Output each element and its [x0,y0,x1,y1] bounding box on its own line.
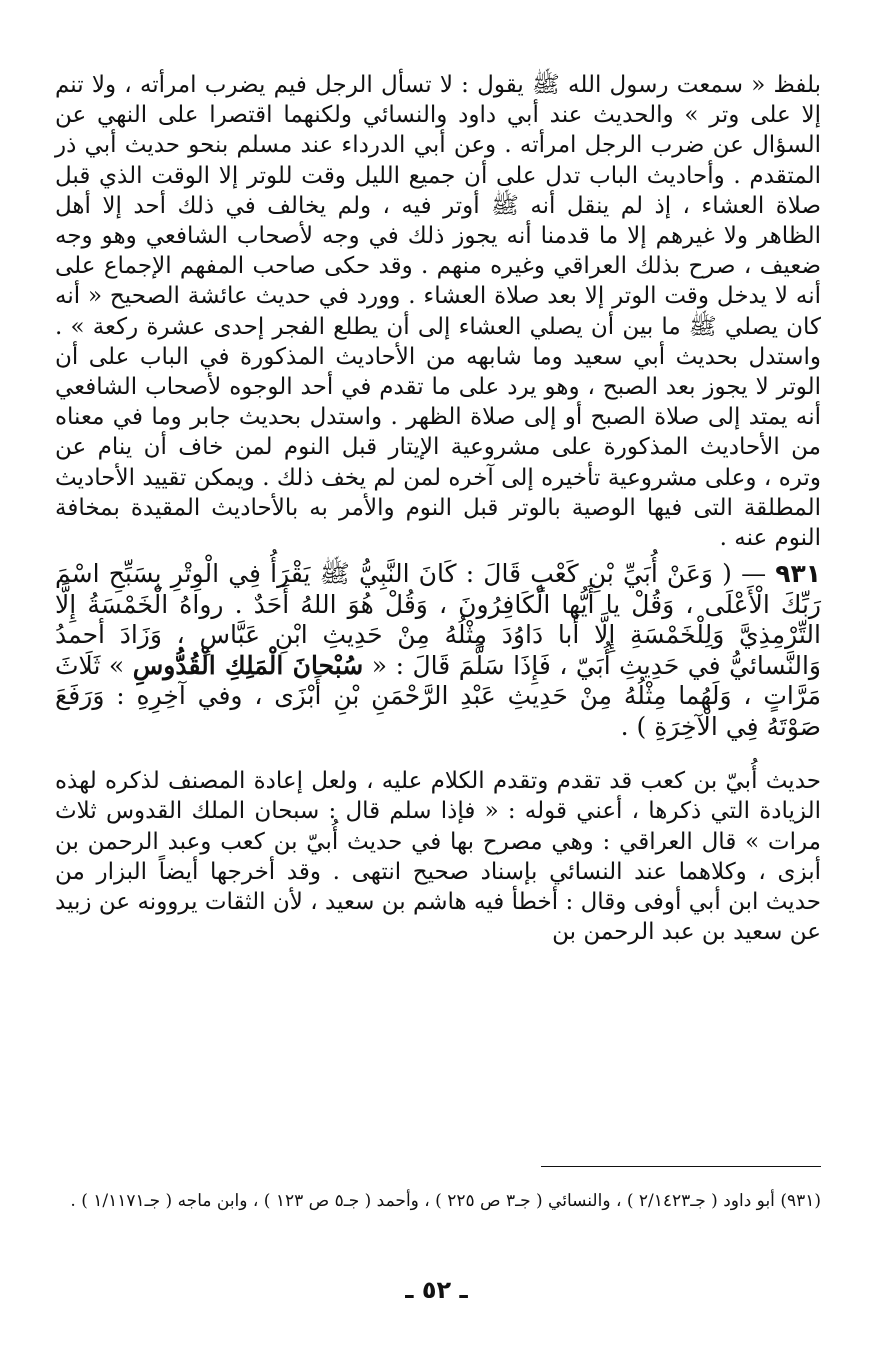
hadith-number: ٩٣١ [775,559,822,589]
hadith-931 [55,559,821,742]
page-number: ـ ٥٢ ـ [405,1276,468,1304]
hadith-bold-phrase: سُبْحانَ الْمَلِكِ الْقُدُّوسِ [132,650,364,680]
commentary-paragraph-1: بلفظ « سمعت رسول الله ﷺ يقول : لا تسأل الرجل فيم يضرب امرأته ، ولا تنم إلا على وتر » والحديث عند أبي داود والنسائي ولكنهما اقتصرا على النهي عن السؤال عن ضرب الرجل امرأته . وعن أبي الدرداء عند مسلم بنحو حديث أبي ذر المتقدم . وأحاديث الباب تدل على أن جميع الليل وقت للوتر إلا الوقت الذي قبل صلاة العشاء ، إذ لم ينقل أنه ﷺ أوتر فيه ، ولم يخالف في ذلك أحد إلا أهل الظاهر ولا غيرهم إلا ما قدمنا أنه يجوز ذلك في وجه لأصحاب الشافعي وهو وجه ضعيف ، صرح بذلك العراقي وغيره منهم . وقد حكى صاحب المفهم الإجماع على أنه لا يدخل وقت الوتر إلا بعد صلاة العشاء . وورد في حديث عائشة الصحيح « أنه كان يصلي ﷺ ما بين أن يصلي العشاء إلى أن يطلع الفجر إحدى عشرة ركعة » . واستدل بحديث أبي سعيد وما شابهه من الأحاديث المذكورة في الباب على أن الوتر لا يجوز بعد الصبح ، وهو يرد على ما تقدم في أحد الوجوه لأصحاب الشافعي أنه يمتد إلى صلاة الصبح أو إلى صلاة الظهر . واستدل بحديث جابر وما في معناه من الأحاديث المذكورة على مشروعية الإيتار قبل النوم لمن خاف أن ينام عن وتره ، وعلى مشروعية تأخيره إلى آخره لمن لم يخف ذلك . ويمكن تقييد الأحاديث المطلقة التى فيها الوصية بالوتر قبل النوم والأمر به بالأحاديث المقيدة بمخافة النوم عنه . [55,72,821,552]
hadith-dash: — [741,559,767,589]
hadith-text-after: » ثَلَاثَ مَرَّاتٍ ، وَلَهُما مِثْلُهُ مِنْ حَدِيثِ عَبْدِ الرَّحْمَنِ بْنِ أَبْزَى ، وفي آخِرِهِ : وَرَفَعَ صَوْتَهُ فِي الْآخِرَةِ ) . [55,650,821,741]
footnote-divider [541,1166,821,1167]
main-text [55,70,821,947]
footnote: (٩٣١) أبو داود ( جـ٢/١٤٢٣ ) ، والنسائي ( جـ٣ ص ٢٢٥ ) ، وأحمد ( جـ٥ ص ١٢٣ ) ، وابن ماجه ( جـ١/١١٧١ ) . [70,1191,821,1211]
hadith-text-before: ( وَعَنْ أُبَيِّ بْنِ كَعْبٍ قَالَ : كَانَ النَّبِيُّ ﷺ يَقْرَأُ فِي الْوِتْرِ بِسَبِّحِ اسْمَ رَبِّكَ الْأَعْلَى ، وَقُلْ يا أَيُّها الْكَافِرُونَ ، وَقُلْ هُوَ اللهُ أَحَدٌ . رواهُ الْخَمْسَةُ إِلَّا التِّرْمِذِيَّ وَلِلْخَمْسَةِ إِلَّا أَبا دَاوُدَ مِثْلُهُ مِنْ حَدِيثِ ابْنِ عَبَّاسٍ ، وَزَادَ أحمدُ وَالنَّسائيُّ في حَدِيثِ أُبَيّ ، فَإِذَا سَلَّمَ قَالَ : « [55,559,821,680]
commentary-paragraph-2: حديث أُبيّ بن كعب قد تقدم وتقدم الكلام عليه ، ولعل إعادة المصنف لذكره لهذه الزيادة التي ذكرها ، أعني قوله : « فإذا سلم قال : سبحان الملك القدوس ثلاث مرات » قال العراقي : وهي مصرح بها في حديث أُبيّ بن كعب وعبد الرحمن بن أبزى ، وكلاهما عند النسائي بإسناد صحيح انتهى . وقد أخرجها أيضاً البزار من حديث ابن أبي أوفى وقال : أخطأ فيه هاشم بن سعيد ، لأن الثقات يروونه عن زبيد عن سعيد بن عبد الرحمن بن [55,768,821,946]
